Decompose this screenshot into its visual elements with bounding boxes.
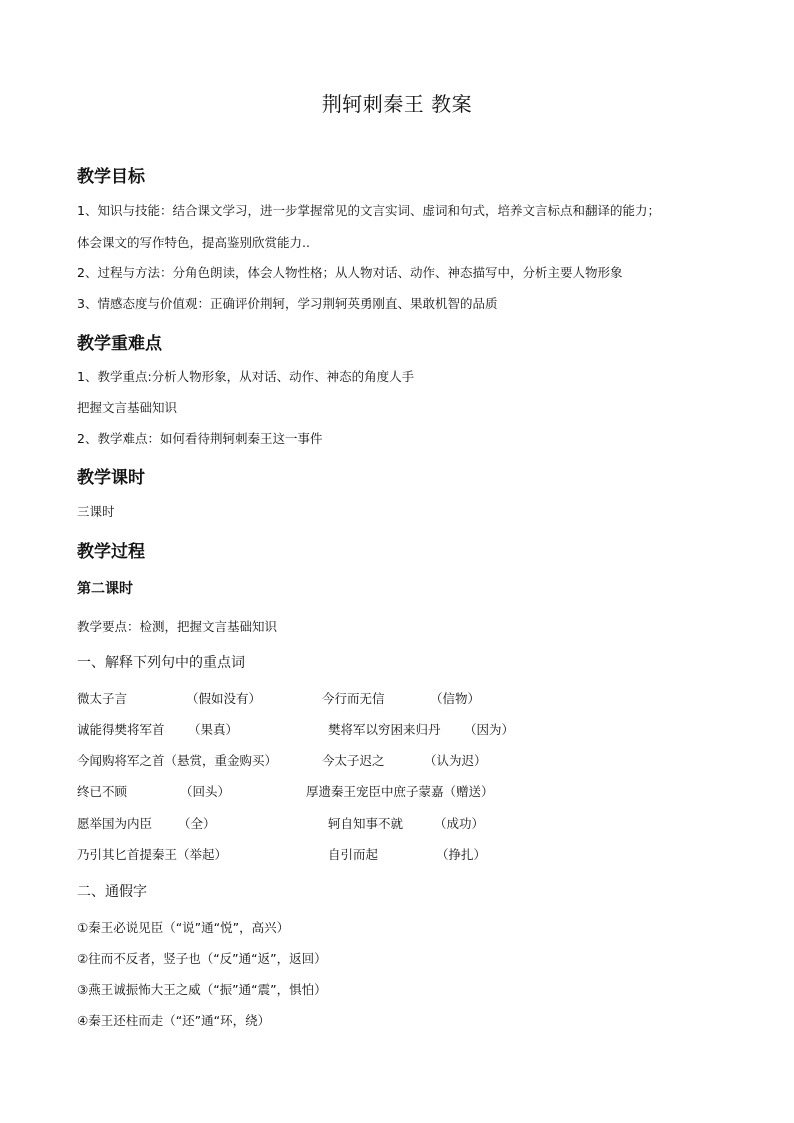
vocab-sentence: 今太子迟之: [322, 753, 385, 768]
vocab-sentence: 今行而无信: [322, 691, 385, 706]
goal-1: 1、知识与技能：结合课文学习，进一步掌握常见的文言实词、虚词和句式，培养文言标点和翻译的能力；: [77, 203, 660, 218]
vocab-sentence: 终已不顾: [77, 784, 128, 799]
part-1-title: 一、解释下列句中的重点词: [77, 655, 245, 671]
heading-key-points: 教学重难点: [77, 334, 162, 354]
part-2-title: 二、通假字: [77, 884, 147, 900]
lesson-focus: 教学要点：检测，把握文言基础知识: [77, 619, 278, 634]
heading-class-hours: 教学课时: [77, 468, 145, 488]
document-title: 荆轲刺秦王 教案: [321, 92, 473, 116]
tongjia-item-2: ②往而不反者，竖子也（“反”通“返”，返回）: [77, 951, 327, 966]
vocab-meaning: （信物）: [430, 691, 481, 706]
heading-teaching-process: 教学过程: [77, 542, 145, 562]
vocab-sentence: 微太子言: [77, 691, 128, 706]
key-point-2: 2、教学难点：如何看待荆轲刺秦王这一事件: [77, 431, 323, 446]
tongjia-item-1: ①秦王必说见臣（“说”通“悦”，高兴）: [77, 920, 290, 935]
vocab-sentence: 愿举国为内臣: [77, 816, 153, 831]
vocab-sentence: 厚遗秦王宠臣中庶子蒙嘉（赠送）: [306, 784, 494, 799]
vocab-sentence: 乃引其匕首提秦王（举起）: [77, 847, 228, 862]
goal-2: 2、过程与方法：分角色朗读，体会人物性格；从人物对话、动作、神态描写中，分析主要人物形象: [77, 265, 623, 280]
vocab-meaning: （回头）: [180, 784, 231, 799]
class-hours-text: 三课时: [77, 504, 115, 519]
lesson-title: 第二课时: [77, 581, 133, 597]
vocab-meaning: （挣扎）: [436, 847, 487, 862]
vocab-sentence: 轲自知事不就: [328, 816, 404, 831]
goal-3: 3、情感态度与价值观：正确评价荆轲，学习荆轲英勇刚直、果敢机智的品质: [77, 296, 498, 311]
vocab-sentence: 今闻购将军之首（悬赏，重金购买）: [77, 753, 278, 768]
heading-teaching-goals: 教学目标: [77, 167, 145, 187]
vocab-sentence: 樊将军以穷困来归丹: [328, 722, 441, 737]
tongjia-item-3: ③燕王诚振怖大王之威（“振”通“震”，惧怕）: [77, 982, 327, 997]
vocab-meaning: （因为）: [464, 722, 515, 737]
vocab-meaning: （果真）: [188, 722, 239, 737]
vocab-sentence: 自引而起: [328, 847, 379, 862]
key-point-1-continued: 把握文言基础知识: [77, 400, 178, 415]
vocab-meaning: （成功）: [434, 816, 485, 831]
goal-1-continued: 体会课文的写作特色，提高鉴别欣赏能力..: [77, 235, 310, 250]
key-point-1: 1、教学重点:分析人物形象，从对话、动作、神态的角度人手: [77, 369, 415, 384]
vocab-sentence: 诚能得樊将军首: [77, 722, 165, 737]
vocab-meaning: （全）: [178, 816, 216, 831]
vocab-meaning: （假如没有）: [186, 691, 262, 706]
tongjia-item-4: ④秦王还柱而走（“还”通“环，绕）: [77, 1013, 271, 1028]
vocab-meaning: （认为迟）: [424, 753, 487, 768]
